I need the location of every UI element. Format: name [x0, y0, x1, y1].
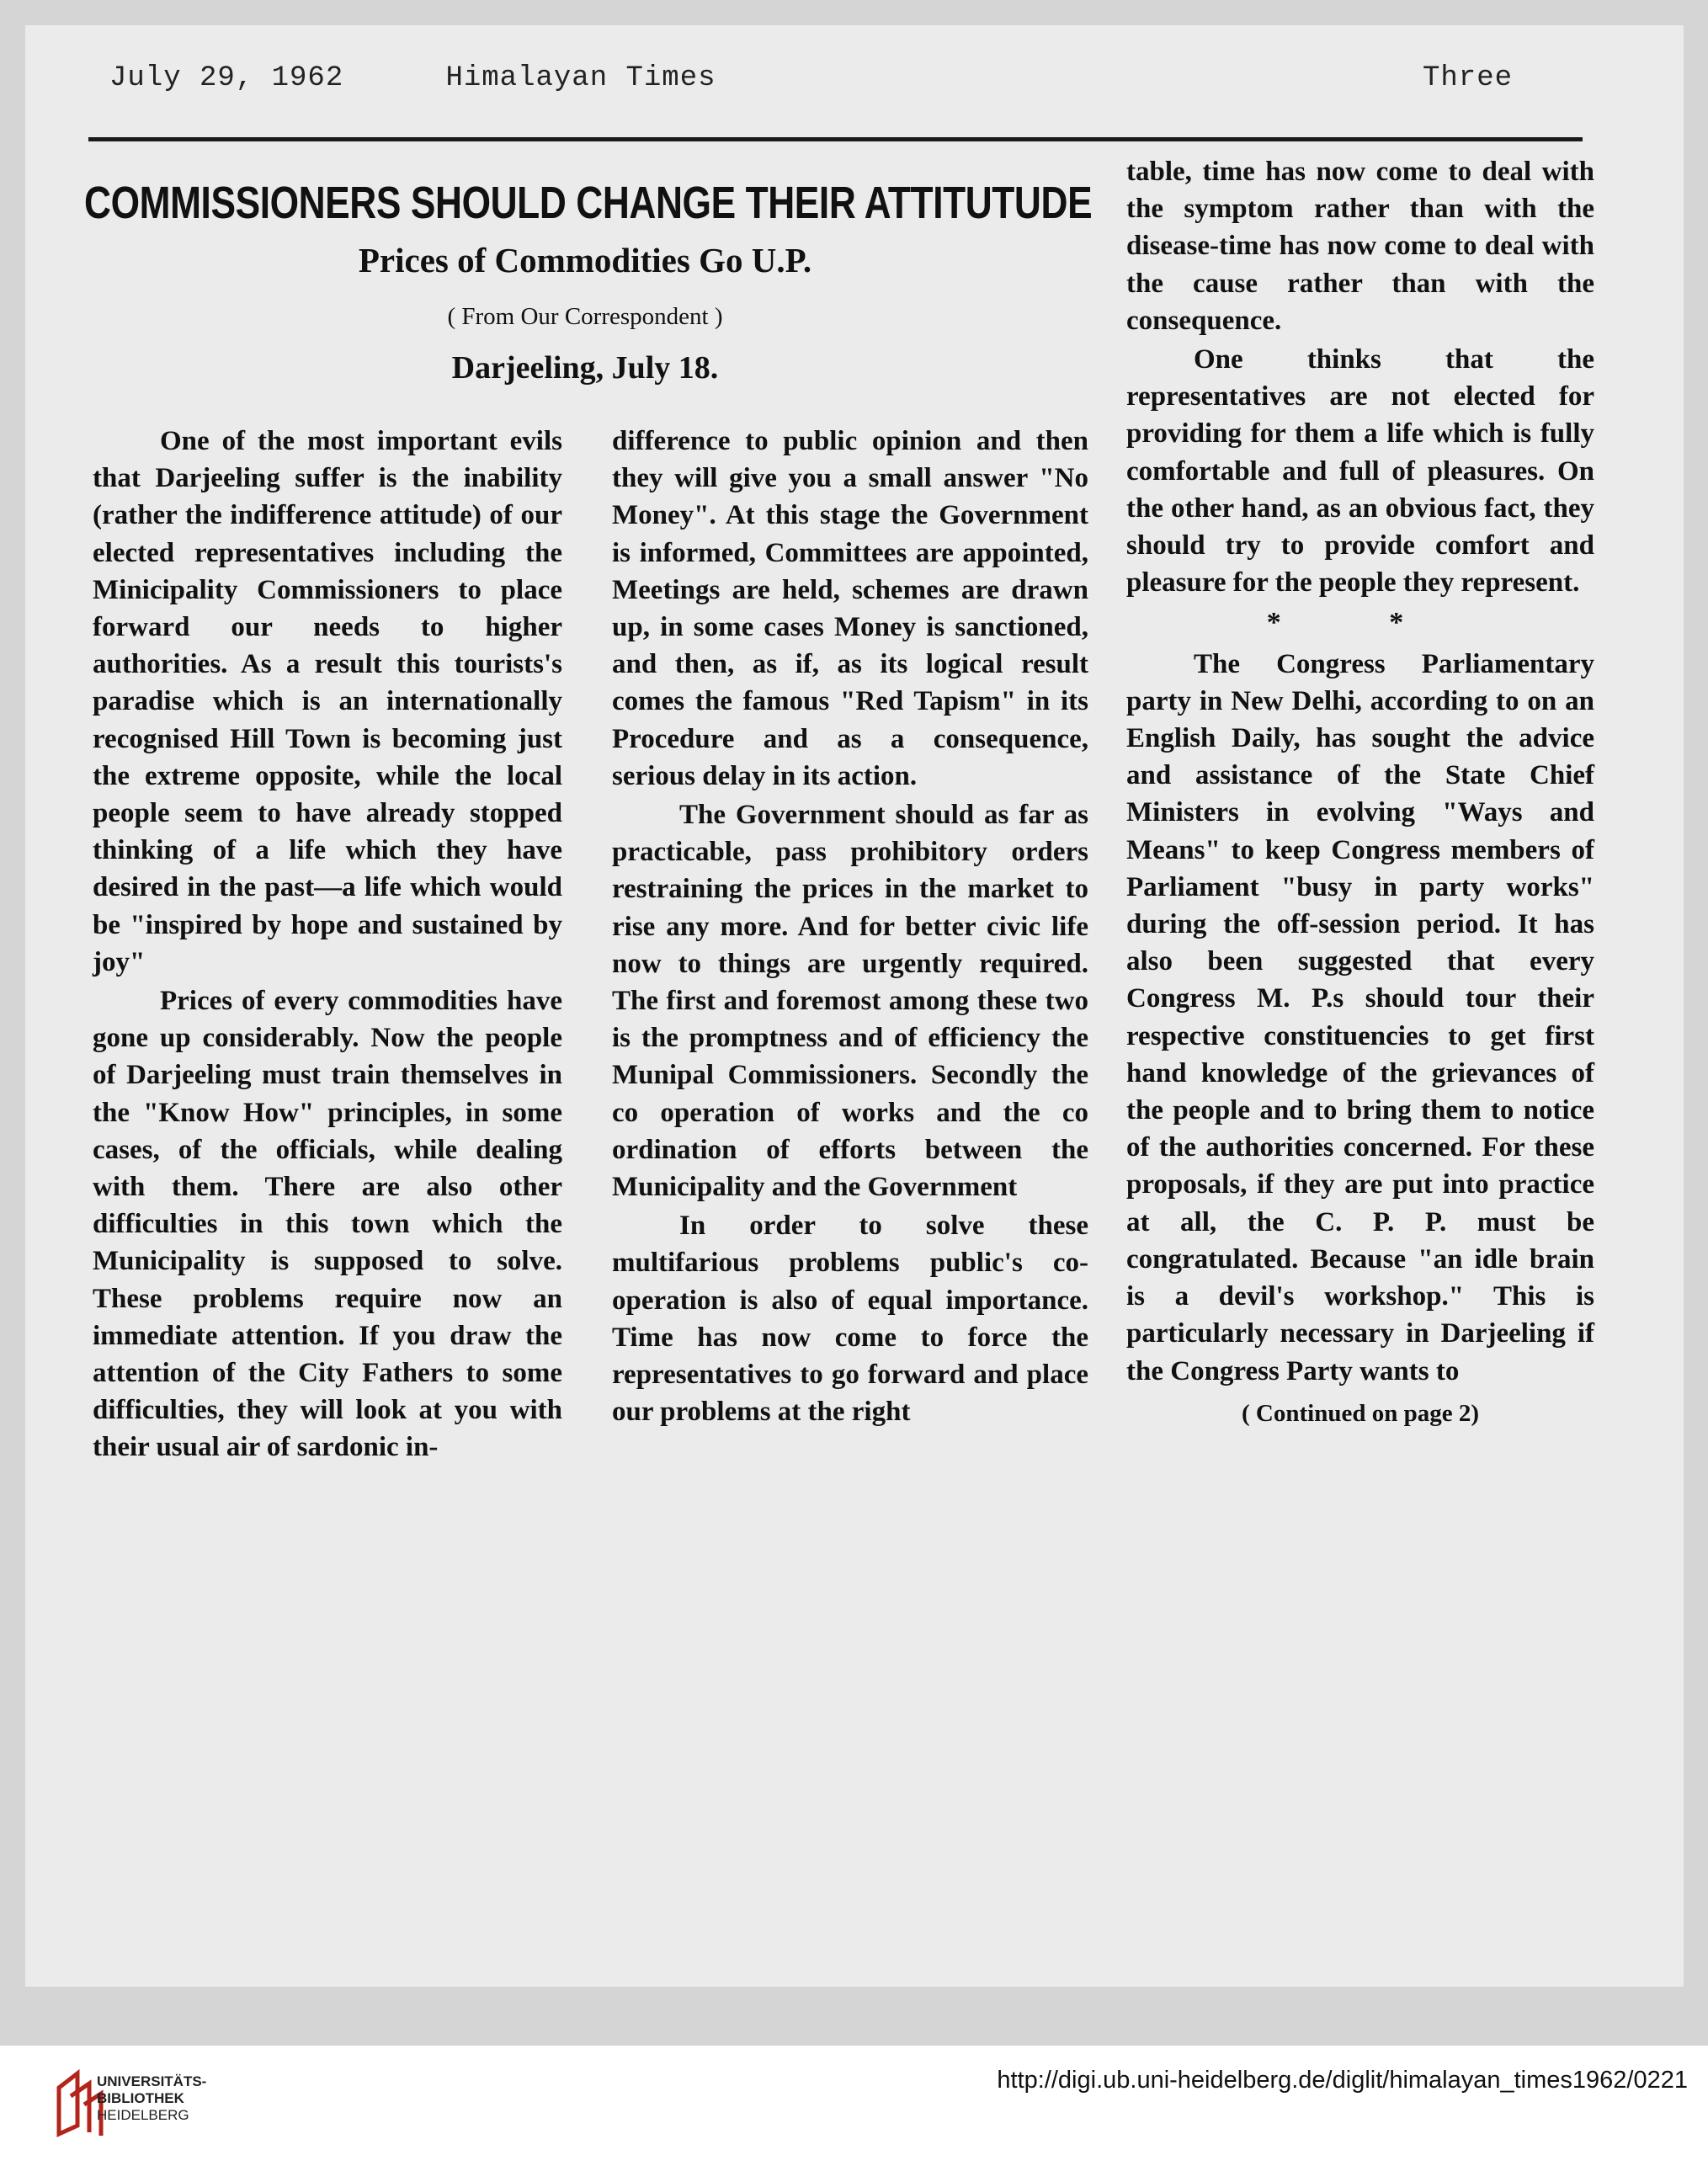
- paragraph: The Congress Parliamentary party in New Delhi, according to on an English Daily, has sought the advice and assistance of the State Chief Ministers in evolving "Ways and Means" to keep Congress members of Parliament "busy in party works" during the off-session period. It has also been suggested that every Congress M. P.s should tour their respective constituencies to get first hand knowledge of the grievances of the people and to bring them to notice of the authorities concerned. For these proposals, if they are put into practice at all, the C. P. P. must be congratulated. Because "an idle brain is a devil's workshop." This is particularly necessary in Darjeeling if the Congress Party wants to: [1126, 648, 1594, 1386]
- paragraph: Prices of every commodities have gone up considerably. Now the people of Darjeeling must train themselves in the "Know How" principles, in some cases, of the officials, while dealing with them. There are also other difficulties in this town which the Municipality is supposed to solve. These problems require now an immediate attention. If you draw the attention of the City Fathers to some difficulties, they will look at you with their usual air of sardonic in-: [93, 986, 562, 1463]
- library-name: [97, 2073, 206, 2124]
- source-url-link[interactable]: http://digi.ub.uni-heidelberg.de/diglit/himalayan_times1962/0221: [997, 2067, 1688, 2094]
- issue-date: July 29, 1962: [109, 62, 344, 94]
- article-dateline: Darjeeling, July 18.: [451, 350, 719, 386]
- paragraph: The Government should as far as practicable, pass prohibitory orders restraining the prices in the market to rise any more. And for better civic life now to things are urgently required. The first and foremost among these two is the promptness and of efficiency the Munipal Commissioners. Secondly the co operation of works and the co ordination of efforts between the Municipality and the Government: [612, 800, 1088, 1203]
- article-column-1: [93, 423, 562, 1466]
- paragraph: table, time has now come to deal with the symptom rather than with the disease-time has now come to deal with the cause rather than with the consequence.: [1126, 157, 1594, 336]
- article-subheadline: Prices of Commodities Go U.P.: [358, 241, 812, 279]
- paragraph: In order to solve these multifarious problems public's co-operation is also of equal importance. Time has now come to force the representatives to go forward and place our problems at the right: [612, 1211, 1088, 1428]
- article-headline: COMMISSIONERS SHOULD CHANGE THEIR ATTITUTUDE: [84, 178, 1093, 228]
- newspaper-page: [25, 25, 1684, 1987]
- header-rule: [88, 137, 1583, 141]
- paragraph: One of the most important evils that Darjeeling suffer is the inability (rather the indifference attitude) of our elected representatives including the Minicipality Commissioners to place forward our needs to higher authorities. As a result this tourists's paradise which is an internationally recognised Hill Town is becoming just the extreme opposite, while the local people seem to have already stopped thinking of a life which they have desired in the past—a life which would be "inspired by hope and sustained by joy": [93, 426, 562, 977]
- newspaper-name: Himalayan Times: [445, 62, 716, 94]
- article-column-2: [612, 423, 1088, 1430]
- section-separator: * *: [1266, 607, 1455, 639]
- paragraph: difference to public opinion and then they will give you a small answer "No Money". At this stage the Government is informed, Committees are appointed, Meetings are held, schemes are drawn up, in some cases Money is sanctioned, and then, as if, as its logical result comes the famous "Red Tapism" in its Procedure and as a consequence, serious delay in its action.: [612, 426, 1088, 791]
- footer-bar: [0, 2046, 1708, 2166]
- article-column-3: [1126, 153, 1594, 1432]
- page-number: Three: [1423, 62, 1514, 94]
- library-name-line: UNIVERSITÄTS-: [97, 2073, 207, 2089]
- article-credit: ( From Our Correspondent ): [447, 303, 723, 330]
- paragraph: One thinks that the representatives are not elected for providing for them a life which is fully comfortable and full of pleasures. On the other hand, as an obvious fact, they should try to provide comfort and pleasure for the people they represent.: [1126, 344, 1594, 599]
- library-name-line: HEIDELBERG: [97, 2107, 189, 2123]
- continued-note: ( Continued on page 2): [1242, 1399, 1479, 1427]
- library-name-line: BIBLIOTHEK: [97, 2090, 184, 2106]
